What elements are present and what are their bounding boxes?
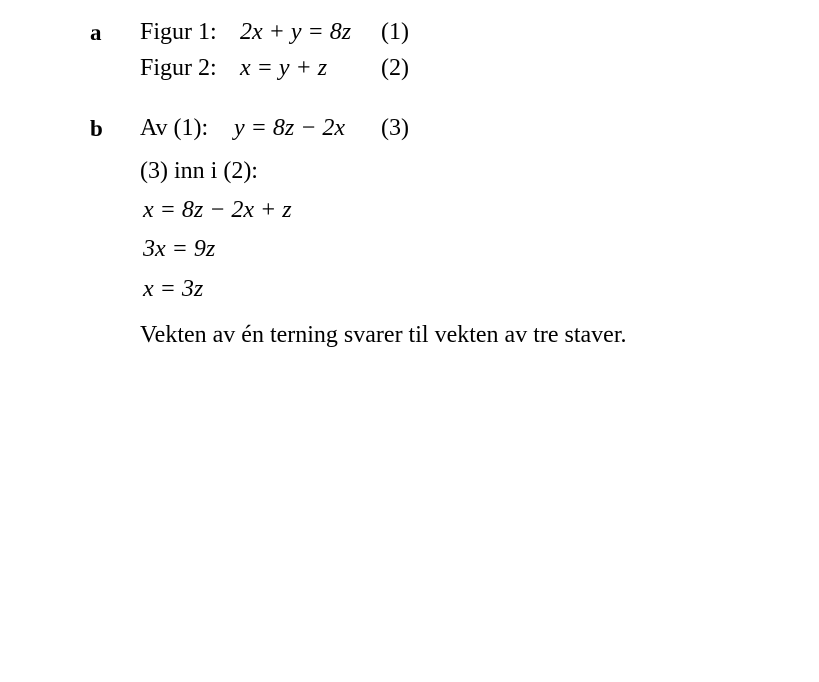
step-1-equation: x = 8z − 2x + z <box>143 197 292 223</box>
step-2-equation: 3x = 9z <box>143 236 216 262</box>
substitution-text: (3) inn i (2): <box>140 158 258 184</box>
part-a-row-1-equation: 2x + y = 8z <box>240 19 352 45</box>
part-a-row-2-tag: (2) <box>381 55 409 81</box>
step-3-equation: x = 3z <box>143 276 204 302</box>
part-a-row-2-prefix: Figur 2: <box>140 55 217 81</box>
part-b-row-1-equation: y = 8z − 2x <box>234 115 346 141</box>
part-a-label: a <box>90 20 102 45</box>
part-b-label: b <box>90 116 103 141</box>
part-b-row-1-tag: (3) <box>381 115 409 141</box>
part-b-row-1-prefix: Av (1): <box>140 115 209 141</box>
part-a-row-2-equation: x = y + z <box>240 55 328 81</box>
part-a-row-1-tag: (1) <box>381 19 409 45</box>
part-a-row-1-prefix: Figur 1: <box>140 19 217 45</box>
conclusion-text: Vekten av én terning svarer til vekten av tre staver. <box>140 322 627 348</box>
